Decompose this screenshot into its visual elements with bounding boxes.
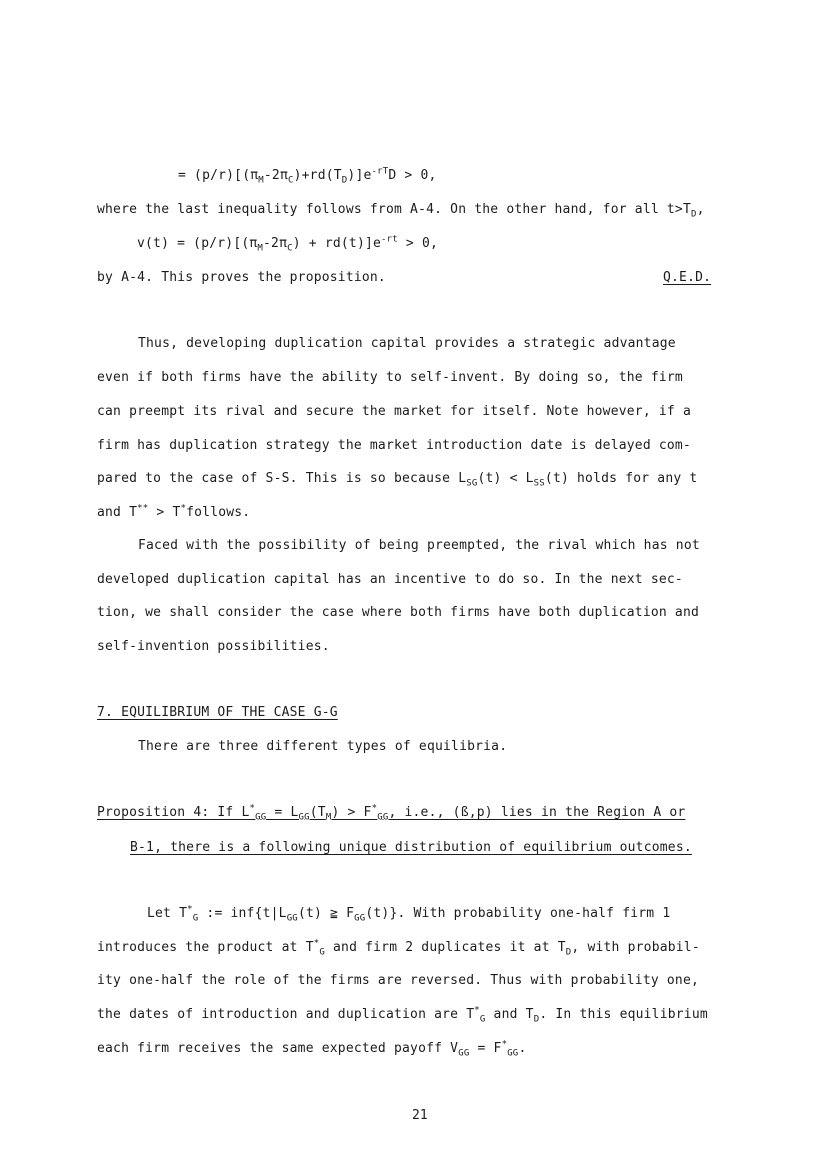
para2-line1: Faced with the possibility of being preempted, the rival which has not <box>138 538 700 553</box>
para3-line1: Let $T^*_G$ := $inf\{t|L_{GG}(t)$ ≧ $F_{GG}(t)$}. With probability one-half firm 1 <box>147 904 671 924</box>
para3-line2: introduces the product at $T^*_G$ and firm 2 duplicates it at $T_D$, with probabil- <box>97 938 700 958</box>
text-line-where: where the last inequality follows from A-4. On the other hand, for all $t>T_D$, <box>97 202 705 220</box>
para1-line4: firm has duplication strategy the market introduction date is delayed com- <box>97 438 691 453</box>
equation-b: $v(t) = (p/r)[(\pi_M-2\pi_C) + rd(t)]e^{-rt} > 0$, <box>137 234 439 254</box>
qed-mark: Q.E.D. <box>663 270 712 285</box>
para3-line4: the dates of introduction and duplication are $T^*_G$ and $T_D$. In this equilibrium <box>97 1005 708 1025</box>
para1-line6: and T** > T*follows. <box>97 503 251 520</box>
para3-line3: ity one-half the role of the firms are reversed. Thus with probability one, <box>97 973 699 988</box>
para1-line3: can preempt its rival and secure the market for itself. Note however, if a <box>97 404 691 419</box>
para2-line2: developed duplication capital has an incentive to do so. In the next sec- <box>97 572 683 587</box>
proposition-line1: Proposition 4: If $L^*_{GG} = L_{GG}(T_M) > F^*_{GG}$, i.e., (ß,p) lies in the Region A or <box>97 803 686 823</box>
para1-line1: Thus, developing duplication capital provides a strategic advantage <box>138 336 676 351</box>
page-number: 21 <box>412 1108 428 1123</box>
para1-line2: even if both firms have the ability to self-invent. By doing so, the firm <box>97 370 683 385</box>
para3-line5: each firm receives the same expected payoff $V_{GG} = F^*_{GG}$. <box>97 1039 527 1059</box>
para2-line4: self-invention possibilities. <box>97 639 330 654</box>
para2-line3: tion, we shall consider the case where both firms have both duplication and <box>97 605 699 620</box>
equation-a: = $(p/r)[(\pi_M-2\pi_C)+rd(T_D)]e^{-rT}D > 0$, <box>178 166 437 186</box>
proposition-line2: B-1, there is a following unique distribution of equilibrium outcomes. <box>130 840 692 855</box>
text-line-proof-end: by A-4. This proves the proposition. <box>97 270 386 285</box>
section-heading: 7. EQUILIBRIUM OF THE CASE G-G <box>97 705 338 720</box>
para1-line5: pared to the case of S-S. This is so because $L_{SG}(t) < L_{SS}(t)$ holds for any t <box>97 471 698 489</box>
section-intro: There are three different types of equilibria. <box>138 739 508 754</box>
